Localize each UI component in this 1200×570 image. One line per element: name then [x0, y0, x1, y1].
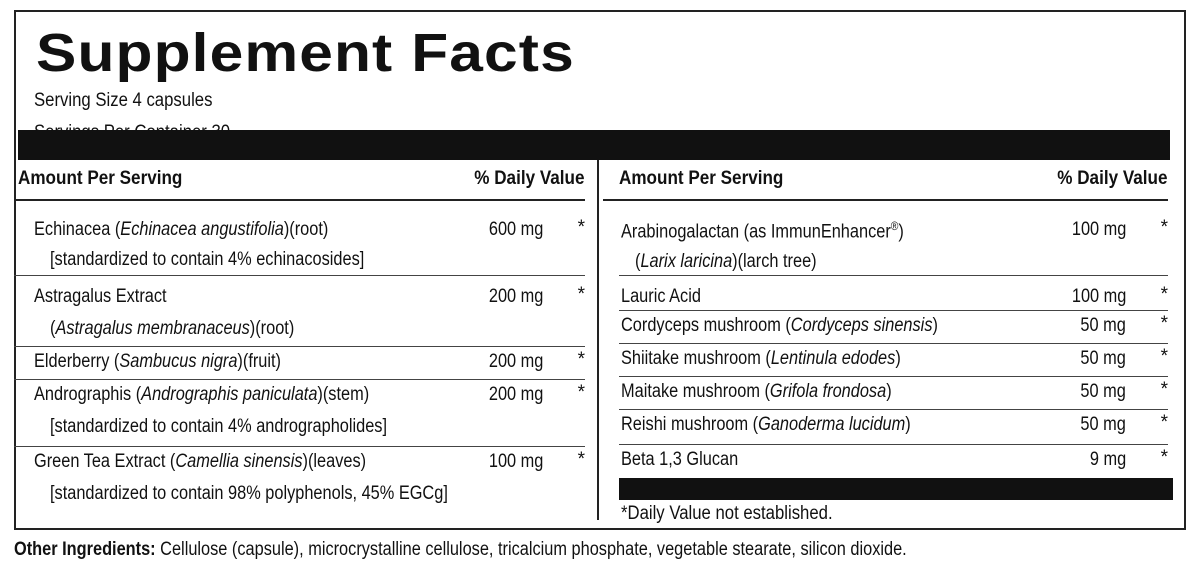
- daily-value-heading: % Daily Value: [1057, 168, 1168, 189]
- ingredient-row-green-tea: [14, 447, 585, 517]
- daily-value-mark: *: [1160, 447, 1168, 468]
- ingredient-name: Cordyceps mushroom (Cordyceps sinensis): [621, 315, 938, 336]
- ingredient-name: Echinacea (Echinacea angustifolia)(root): [34, 219, 329, 240]
- amount-per-serving-heading: Amount Per Serving: [619, 168, 784, 189]
- daily-value-mark: *: [1160, 313, 1168, 334]
- other-ingredients-label: Other Ingredients:: [14, 539, 156, 560]
- ingredient-amount: 100 mg: [1071, 219, 1126, 240]
- serving-size: Serving Size 4 capsules: [34, 90, 213, 111]
- ingredient-row-reishi: [619, 410, 1168, 445]
- daily-value-footnote: *Daily Value not established.: [621, 503, 833, 524]
- ingredient-name: Shiitake mushroom (Lentinula edodes): [621, 348, 901, 369]
- daily-value-mark: *: [1160, 412, 1168, 433]
- ingredient-name: Maitake mushroom (Grifola frondosa): [621, 381, 892, 402]
- ingredient-name: Reishi mushroom (Ganoderma lucidum): [621, 414, 911, 435]
- ingredient-row-andrographis: [14, 380, 585, 447]
- ingredient-row-maitake: [619, 377, 1168, 410]
- daily-value-mark: *: [1160, 379, 1168, 400]
- ingredient-name: Beta 1,3 Glucan: [621, 449, 739, 470]
- ingredient-row-arabinogalactan: [619, 201, 1168, 276]
- ingredient-amount: 600 mg: [488, 219, 543, 240]
- daily-value-mark: *: [1160, 284, 1168, 305]
- daily-value-heading: % Daily Value: [474, 168, 585, 189]
- amount-per-serving-heading: Amount Per Serving: [18, 168, 183, 189]
- header-bar: [18, 130, 1170, 160]
- other-ingredients-text: Cellulose (capsule), microcrystalline cellulose, tricalcium phosphate, vegetable stearate, silicon dioxide.: [155, 539, 907, 560]
- ingredient-row-astragalus: [14, 276, 585, 347]
- ingredient-amount: 200 mg: [488, 351, 543, 372]
- daily-value-mark: *: [577, 349, 585, 370]
- ingredient-name: Arabinogalactan (as ImmunEnhancer®): [621, 219, 904, 243]
- ingredient-latin-name: (Astragalus membranaceus)(root): [50, 318, 295, 339]
- ingredient-amount: 100 mg: [488, 451, 543, 472]
- ingredient-latin-name: (Larix laricina)(larch tree): [635, 251, 817, 272]
- ingredient-note: [standardized to contain 98% polyphenols, 45% EGCg]: [50, 483, 448, 504]
- daily-value-mark: *: [577, 449, 585, 470]
- ingredient-name: Andrographis (Andrographis paniculata)(stem): [34, 384, 370, 405]
- ingredient-amount: 9 mg: [1089, 449, 1126, 470]
- right-column-header: [603, 160, 1168, 201]
- daily-value-mark: *: [1160, 346, 1168, 367]
- ingredient-amount: 50 mg: [1080, 414, 1126, 435]
- daily-value-mark: *: [1160, 217, 1168, 238]
- ingredient-amount: 50 mg: [1080, 381, 1126, 402]
- ingredient-name: Lauric Acid: [621, 286, 701, 307]
- daily-value-mark: *: [577, 284, 585, 305]
- daily-value-mark: *: [577, 217, 585, 238]
- ingredient-name: Elderberry (Sambucus nigra)(fruit): [34, 351, 281, 372]
- ingredient-amount: 100 mg: [1071, 286, 1126, 307]
- ingredient-row-cordyceps: [619, 311, 1168, 344]
- ingredient-row-lauric-acid: [619, 276, 1168, 311]
- left-column-header: [14, 160, 585, 201]
- ingredient-name: Green Tea Extract (Camellia sinensis)(leaves): [34, 451, 367, 472]
- ingredient-note: [standardized to contain 4% andrographolides]: [50, 416, 388, 437]
- other-ingredients: [14, 539, 907, 561]
- ingredient-amount: 200 mg: [488, 384, 543, 405]
- ingredient-name: Astragalus Extract: [34, 286, 167, 307]
- ingredient-row-echinacea: [14, 201, 585, 276]
- ingredient-amount: 50 mg: [1080, 315, 1126, 336]
- daily-value-mark: *: [577, 382, 585, 403]
- ingredient-row-beta-glucan: [619, 445, 1168, 475]
- column-divider: [597, 160, 599, 520]
- ingredient-note: [standardized to contain 4% echinacosides]: [50, 249, 365, 270]
- panel-title: Supplement Facts: [36, 23, 575, 83]
- ingredient-row-elderberry: [14, 347, 585, 380]
- ingredient-amount: 50 mg: [1080, 348, 1126, 369]
- ingredient-row-shiitake: [619, 344, 1168, 377]
- footer-bar: [619, 478, 1173, 500]
- ingredient-amount: 200 mg: [488, 286, 543, 307]
